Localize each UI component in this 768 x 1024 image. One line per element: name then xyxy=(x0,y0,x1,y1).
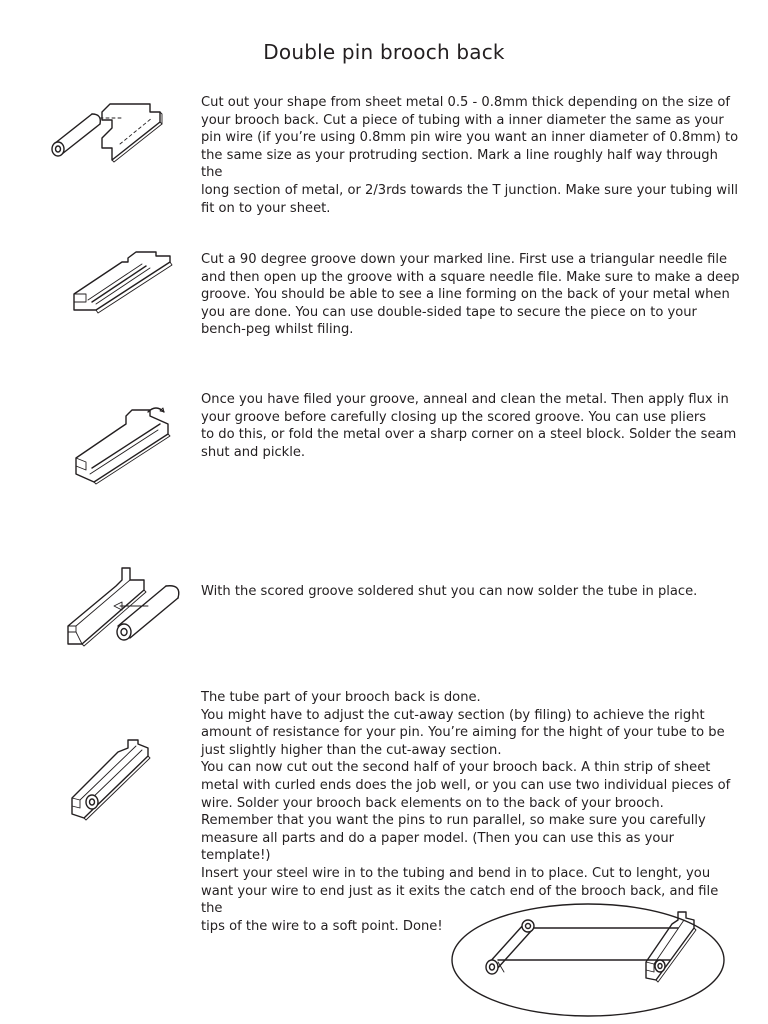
step-line: amount of resistance for your pin. You’re aiming for the hight of your tube to be xyxy=(201,725,725,741)
step-line: wire. Solder your brooch back elements on to the back of your brooch. xyxy=(201,795,664,811)
step-line: your brooch back. Cut a piece of tubing with a inner diameter the same as your xyxy=(201,112,724,128)
finished-tube-part-icon xyxy=(66,738,162,824)
step-2-text xyxy=(201,251,741,339)
step-line: measure all parts and do a paper model. (Then you can use this as your template!) xyxy=(201,830,675,864)
step-line: want your wire to end just as it exits the catch end of the brooch back, and file the xyxy=(201,883,719,917)
folded-groove-icon xyxy=(70,402,180,488)
grooved-sheet-icon xyxy=(70,250,180,322)
step-line: Cut out your shape from sheet metal 0.5 - 0.8mm thick depending on the size of xyxy=(201,95,730,110)
step-line: fit on to your sheet. xyxy=(201,200,331,216)
step-5-text xyxy=(201,689,741,935)
step-line: to do this, or fold the metal over a sharp corner on a steel block. Solder the seam xyxy=(201,427,737,443)
step-line: Once you have filed your groove, anneal and clean the metal. Then apply flux in xyxy=(201,392,729,407)
step-line: pin wire (if you’re using 0.8mm pin wire you want an inner diameter of 0.8mm) to xyxy=(201,130,739,146)
step-line: tips of the wire to a soft point. Done! xyxy=(201,918,443,934)
step-line: bench-peg whilst filing. xyxy=(201,322,354,338)
sheet-metal-and-tube-icon xyxy=(40,98,200,170)
step-line: long section of metal, or 2/3rds towards the T junction. Make sure your tubing will xyxy=(201,182,738,198)
step-line: You might have to adjust the cut-away section (by filing) to achieve the right xyxy=(201,707,705,723)
step-line: groove. You should be able to see a line forming on the back of your metal when xyxy=(201,287,730,303)
step-3-text xyxy=(201,391,741,461)
step-line: metal with curled ends does the job well, or you can use two individual pieces of xyxy=(201,777,731,793)
step-line: You can now cut out the second half of your brooch back. A thin strip of sheet xyxy=(201,760,711,776)
solder-tube-icon xyxy=(60,560,190,656)
step-line: shut and pickle. xyxy=(201,444,306,460)
step-line: just slightly higher than the cut-away section. xyxy=(201,742,502,758)
step-line: Insert your steel wire in to the tubing and bend in to place. Cut to lenght, you xyxy=(201,865,711,881)
step-line: the same size as your protruding section. Mark a line roughly half way through the xyxy=(201,147,718,181)
step-line: your groove before carefully closing up the scored groove. You can use pliers xyxy=(201,409,707,425)
step-line: you are done. You can use double-sided tape to secure the piece on to your xyxy=(201,304,697,320)
step-4-text xyxy=(201,583,741,601)
step-line: Remember that you want the pins to run parallel, so make sure you carefully xyxy=(201,813,706,829)
step-line: With the scored groove soldered shut you can now solder the tube in place. xyxy=(201,584,698,599)
assembled-brooch-back-icon xyxy=(448,900,730,1020)
page-title: Double pin brooch back xyxy=(263,40,505,64)
step-line: The tube part of your brooch back is done. xyxy=(201,690,481,705)
step-line: Cut a 90 degree groove down your marked line. First use a triangular needle file xyxy=(201,252,728,267)
step-line: and then open up the groove with a square needle file. Make sure to make a deep xyxy=(201,269,740,285)
step-1-text xyxy=(201,94,741,217)
